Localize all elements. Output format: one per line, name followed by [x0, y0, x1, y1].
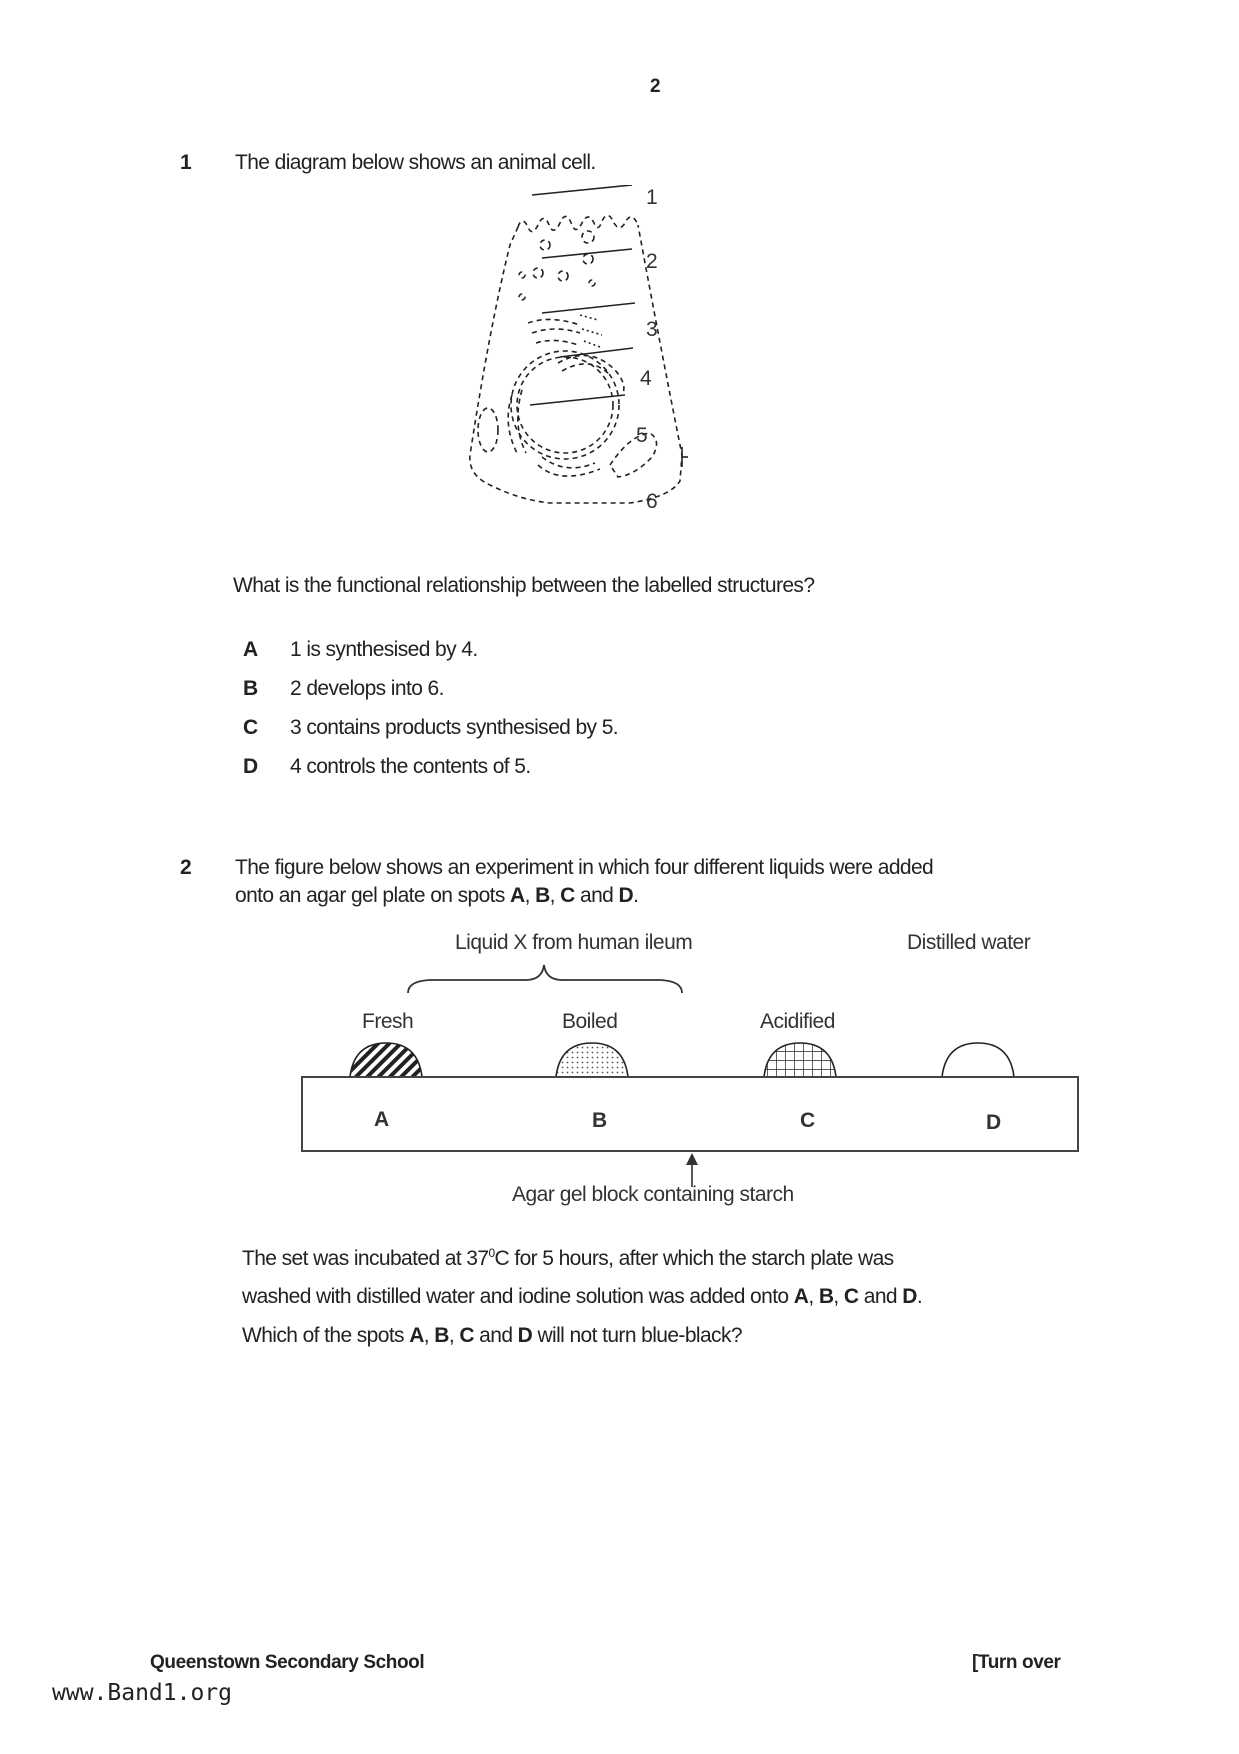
mitochondrion-right	[610, 433, 657, 477]
agar-plate-experiment-figure	[290, 925, 1100, 1225]
option-a-letter: A	[243, 638, 259, 661]
spot-label-c: C	[800, 1109, 816, 1132]
degree-superscript: 0	[488, 1246, 495, 1260]
droplet-d-water	[942, 1043, 1014, 1077]
option-b-letter: B	[243, 677, 259, 700]
question-1-stem: The diagram below shows an animal cell.	[235, 151, 596, 174]
cell-label-1: 1	[646, 186, 658, 209]
question-2-body-line2	[242, 1285, 922, 1309]
pointer-arrow-head	[686, 1153, 698, 1165]
golgi-body	[528, 319, 580, 345]
iodine-text: washed with distilled water and iodine solution was added onto	[242, 1285, 794, 1308]
option-d-letter: D	[243, 755, 259, 778]
spot-ref-a: A	[793, 1285, 809, 1308]
option-c-letter: C	[243, 716, 259, 739]
mitochondrion-left	[478, 408, 498, 452]
comma: ,	[524, 884, 530, 907]
agar-block-label: Agar gel block containing starch	[512, 1183, 794, 1206]
option-b-text: 2 develops into 6.	[290, 677, 444, 700]
comma: ,	[833, 1285, 839, 1308]
microvilli	[518, 215, 638, 231]
cell-label-2: 2	[646, 250, 658, 273]
question-2-body-line3	[242, 1324, 742, 1348]
question-2-stem-line2	[235, 884, 638, 908]
comma: ,	[808, 1285, 814, 1308]
question-2-number: 2	[180, 856, 192, 879]
distilled-water-label: Distilled water	[907, 931, 1031, 954]
droplet-b-boiled	[556, 1043, 628, 1077]
and-word: and	[863, 1285, 897, 1308]
agar-gel-block	[302, 1077, 1078, 1151]
cell-label-4: 4	[640, 367, 652, 390]
spot-ref-b: B	[818, 1285, 834, 1308]
spot-label-b: B	[592, 1109, 608, 1132]
treatment-acidified-label: Acidified	[760, 1010, 835, 1033]
period: .	[633, 884, 639, 907]
spot-ref-d: D	[902, 1285, 917, 1308]
and-word: and	[479, 1324, 513, 1347]
page-number: 2	[650, 76, 661, 97]
option-a-text: 1 is synthesised by 4.	[290, 638, 478, 661]
option-c-text: 3 contains products synthesised by 5.	[290, 716, 619, 739]
spot-ref-a: A	[510, 884, 525, 907]
footer-turn-over: [Turn over	[972, 1652, 1061, 1673]
spot-ref-a: A	[409, 1324, 424, 1347]
treatment-boiled-label: Boiled	[562, 1010, 618, 1033]
period: .	[916, 1285, 923, 1308]
spot-ref-b: B	[535, 884, 550, 907]
question-1-number: 1	[180, 151, 192, 174]
cell-label-3: 3	[646, 318, 658, 341]
endoplasmic-reticulum	[558, 355, 624, 395]
which-spots-text: Which of the spots	[242, 1324, 410, 1347]
footer-school-name: Queenstown Secondary School	[150, 1652, 425, 1673]
spot-ref-c: C	[843, 1285, 859, 1308]
incubation-text-a: The set was incubated at 37	[242, 1247, 489, 1270]
liquid-x-label: Liquid X from human ileum	[455, 931, 693, 954]
animal-cell-diagram	[430, 185, 760, 565]
spot-ref-d: D	[517, 1324, 533, 1347]
and-word: and	[580, 884, 614, 907]
incubation-text-b: C for 5 hours, after which the starch plate was	[494, 1247, 894, 1270]
comma: ,	[549, 884, 555, 907]
spot-ref-c: C	[459, 1324, 474, 1347]
cell-label-5: 5	[636, 424, 648, 447]
spot-label-d: D	[986, 1111, 1002, 1134]
question-2-body-line1	[242, 1246, 894, 1271]
spot-ref-c: C	[560, 884, 575, 907]
option-d-text: 4 controls the contents of 5.	[290, 755, 531, 778]
question-2-stem-line1: The figure below shows an experiment in which four different liquids were added	[235, 856, 934, 879]
droplet-c-acidified	[764, 1043, 836, 1077]
stem-line2-prefix: onto an agar gel plate on spots	[235, 884, 511, 907]
comma: ,	[448, 1324, 455, 1347]
grouping-brace	[408, 965, 682, 993]
treatment-fresh-label: Fresh	[362, 1010, 414, 1033]
droplet-a-fresh	[350, 1043, 422, 1077]
cell-label-6: 6	[646, 490, 658, 513]
comma: ,	[423, 1324, 430, 1347]
question-1-prompt: What is the functional relationship between the labelled structures?	[233, 574, 815, 597]
watermark-url: www.Band1.org	[52, 1680, 233, 1706]
blue-black-text: will not turn blue-black?	[532, 1324, 742, 1347]
spot-label-a: A	[374, 1108, 390, 1131]
spot-ref-b: B	[434, 1324, 449, 1347]
spot-ref-d: D	[618, 884, 634, 907]
